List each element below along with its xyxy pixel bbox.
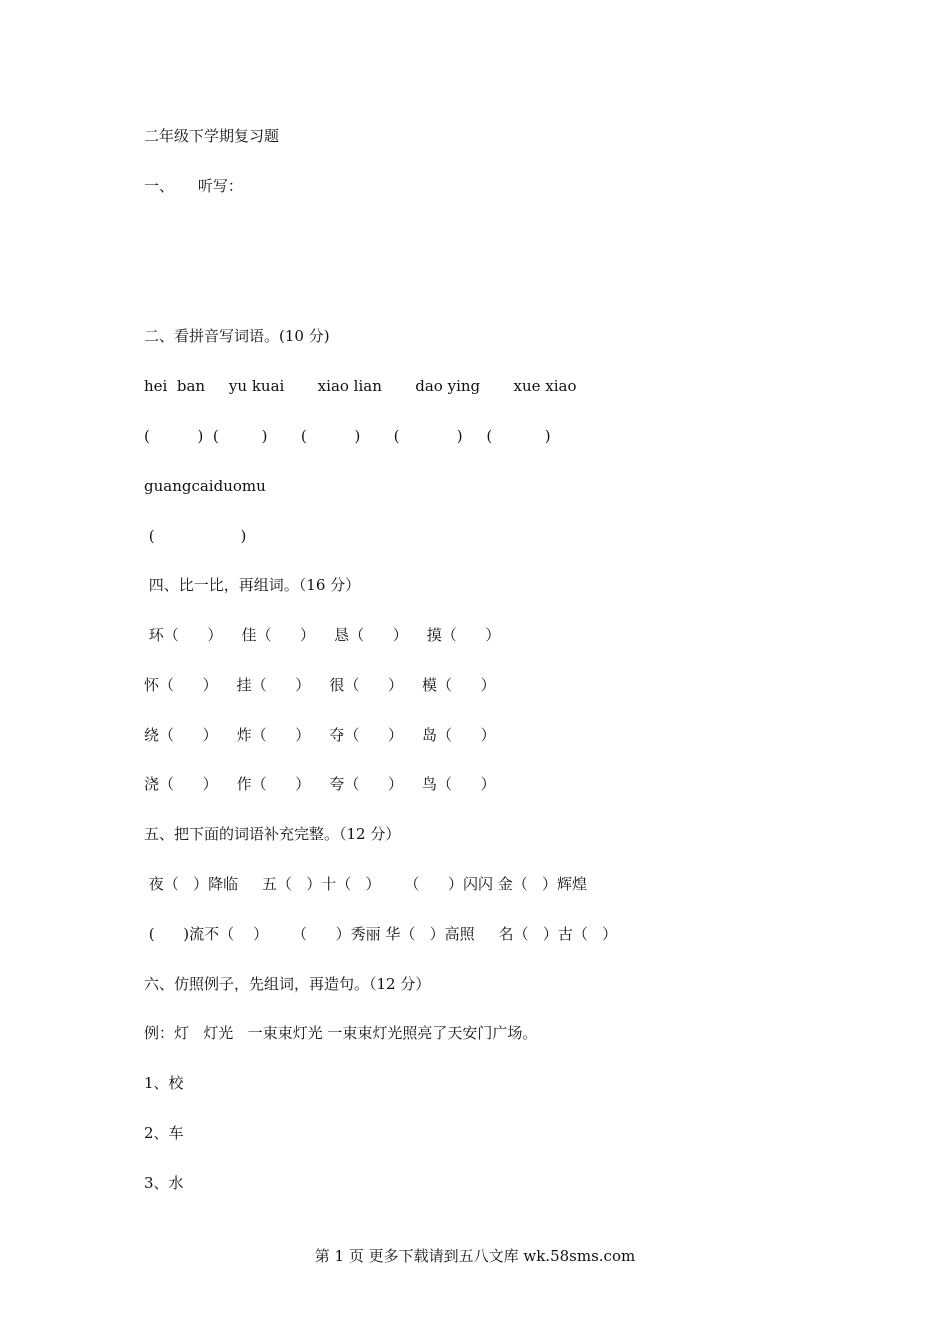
pinyin-row-2: guangcaiduomu	[144, 477, 266, 495]
section-4-heading: 四、比一比，再组词。（16 分）	[144, 576, 361, 594]
page-footer: 第 1 页 更多下载请到五八文库 wk.58sms.com	[314, 1247, 636, 1265]
answer-brackets-row: ( ) ( ) ( ) ( ) ( )	[144, 427, 551, 445]
compare-row-1: 环（ ） 佳（ ） 恳（ ） 摸（ ）	[144, 626, 501, 644]
exercise-item-3: 3、水	[144, 1174, 184, 1192]
exercise-item-2: 2、车	[144, 1124, 184, 1142]
pinyin-row: hei ban yu kuai xiao lian dao ying xue xiao	[144, 377, 577, 395]
document-title: 二年级下学期复习题	[144, 127, 280, 145]
complete-words-row-2: ( )流不（ ） （ ）秀丽 华（ ）高照 名（ ）古（ ）	[144, 925, 618, 943]
example-sentence: 例：灯 灯光 一束束灯光 一束束灯光照亮了天安门广场。	[144, 1024, 538, 1042]
compare-row-4: 浇（ ） 作（ ） 夸（ ） 鸟（ ）	[144, 775, 496, 793]
section-6-heading: 六、仿照例子，先组词，再造句。（12 分）	[144, 975, 431, 993]
section-2-heading: 二、看拼音写词语。(10 分)	[144, 327, 330, 345]
compare-row-3: 绕（ ） 炸（ ） 夺（ ） 岛（ ）	[144, 726, 496, 744]
answer-bracket-2: ( )	[144, 527, 247, 545]
exercise-item-1: 1、校	[144, 1074, 184, 1092]
complete-words-row-1: 夜（ ）降临 五（ ）十（ ） （ ）闪闪 金（ ）辉煌	[144, 875, 588, 893]
section-1-heading: 一、 听写：	[144, 177, 243, 195]
section-5-heading: 五、把下面的词语补充完整。（12 分）	[144, 825, 401, 843]
compare-row-2: 怀（ ） 挂（ ） 很（ ） 模（ ）	[144, 676, 496, 694]
